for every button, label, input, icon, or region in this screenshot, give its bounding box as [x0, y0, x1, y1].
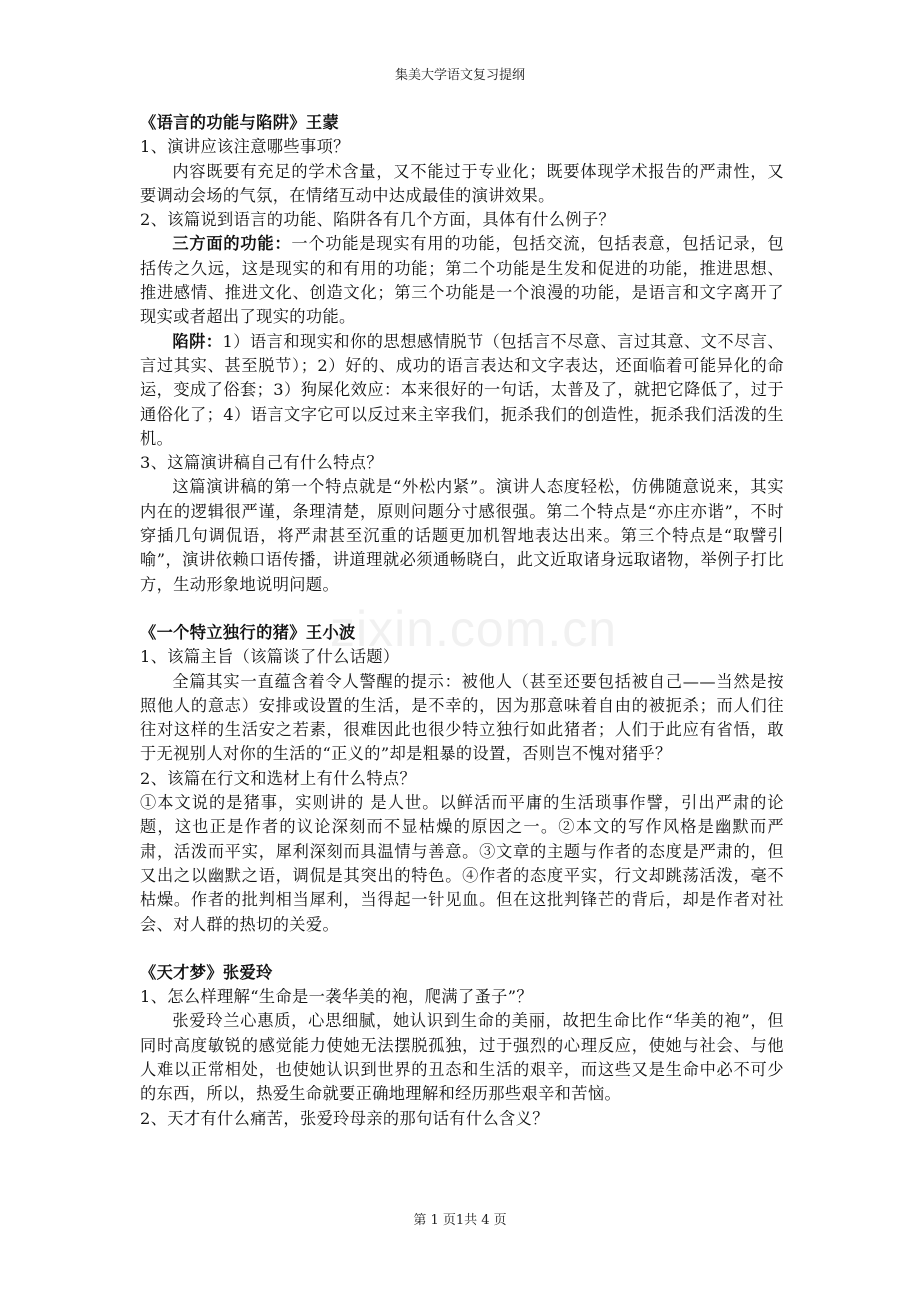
answer-lead: 陷阱：	[172, 331, 223, 351]
watermark: zixin.com.cn	[330, 601, 618, 657]
section-genius	[140, 961, 784, 1131]
answer-paragraph: 张爱玲兰心惠质，心思细腻，她认识到生命的美丽，故把生命比作“华美的袍”，但同时高度敏锐的感觉能力使她无法摆脱孤独，过于强烈的心理反应，使她与社会、与他人难以正常相处，也使她认识到世界的丑态和生活的艰辛，而这些又是生命中必不可少的东西，所以，热爱生命就要正确地理解和经历那些艰辛和苦恼。	[140, 1011, 784, 1104]
answer-text: 一个功能是现实有用的功能，包括交流，包括表意，包括记录，包括传之久远，这是现实的和有用的功能；第二个功能是生发和促进的功能，推进思想、推进感情、推进文化、创造文化；第三个功能是一个浪漫的功能，是语言和文字离开了现实或者超出了现实的功能。	[140, 234, 784, 327]
page-header: 集美大学语文复习提纲	[394, 68, 525, 83]
section-title: 《一个特立独行的猪》王小波	[140, 622, 356, 642]
document-body	[140, 111, 784, 1131]
question: 1、怎么样理解“生命是一袭华美的袍，爬满了蚤子”？	[140, 987, 533, 1007]
question: 3、这篇演讲稿自己有什么特点？	[140, 453, 383, 473]
section-pig	[140, 621, 784, 937]
answer-paragraph	[140, 330, 784, 451]
question: 2、该篇在行文和选材上有什么特点？	[140, 768, 417, 788]
page-footer: 第 1 页1共 4 页	[413, 1213, 507, 1228]
answer-paragraph: 这篇演讲稿的第一个特点就是“外松内紧”。演讲人态度轻松，仿佛随意说来，其实内在的逻辑很严谨，条理清楚，原则问题分寸感很强。第二个特点是“亦庄亦谐”，不时穿插几句调侃语，将严肃甚至沉重的话题更加机智地表达出来。第三个特点是“取譬引喻”，演讲依赖口语传播，讲道理就必须通畅晓白，此文近取诸身远取诸物，举例子打比方，生动形象地说明问题。	[140, 477, 784, 594]
section-gap	[140, 597, 784, 621]
answer-paragraph: 全篇其实一直蕴含着令人警醒的提示：被他人（甚至还要包括被自己——当然是按照他人的意志）安排或设置的生活，是不幸的，因为那意味着自由的被扼杀；而人们往往对这样的生活安之若素，很难因此也很少特立独行如此猪者；人们于此应有省悟，敢于无视别人对你的生活的“正义的”却是粗暴的设置，否则岂不愧对猪乎？	[140, 671, 784, 764]
question: 1、演讲应该注意哪些事项？	[140, 137, 350, 157]
answer-lead: 三方面的功能：	[172, 234, 292, 254]
section-title: 《语言的功能与陷阱》王蒙	[140, 113, 340, 132]
question: 1、该篇主旨（该篇谈了什么话题）	[140, 647, 400, 667]
answer-paragraph: 内容既要有充足的学术含量，又不能过于专业化；既要体现学术报告的严肃性，又要调动会场的气氛，在情绪互动中达成最佳的演讲效果。	[140, 161, 784, 205]
section-gap	[140, 937, 784, 961]
answer-paragraph	[140, 232, 784, 329]
question: 2、该篇说到语言的功能、陷阱各有几个方面，具体有什么例子？	[140, 210, 616, 230]
question: 2、天才有什么痛苦，张爱玲母亲的那句话有什么含义？	[140, 1108, 549, 1128]
answer-paragraph: ①本文说的是猪事，实则讲的 是人世。以鲜活而平庸的生活琐事作譬，引出严肃的论题，这也正是作者的议论深刻而不显枯燥的原因之一。②本文的写作风格是幽默而严肃，活泼而平实，犀利深刻而具温情与善意。③文章的主题与作者的态度是严肃的，但又出之以幽默之语，调侃是其突出的特色。④作者的态度平实，行文却跳荡活泼，毫不枯燥。作者的批判相当犀利，当得起一针见血。但在这批判锋芒的背后，却是作者对社会、对人群的热切的关爱。	[140, 793, 784, 934]
section-language	[140, 111, 784, 597]
answer-text: 1）语言和现实和你的思想感情脱节（包括言不尽意、言过其意、文不尽言、言过其实、甚至脱节）；2）好的、成功的语言表达和文字表达，还面临着可能异化的命运，变成了俗套；3）狗屎化效应：本来很好的一句话，太普及了，就把它降低了，过于通俗化了；4）语言文字它可以反过来主宰我们，扼杀我们的创造性，扼杀我们活泼的生机。	[140, 331, 784, 448]
section-title: 《天才梦》张爱玲	[140, 962, 273, 982]
